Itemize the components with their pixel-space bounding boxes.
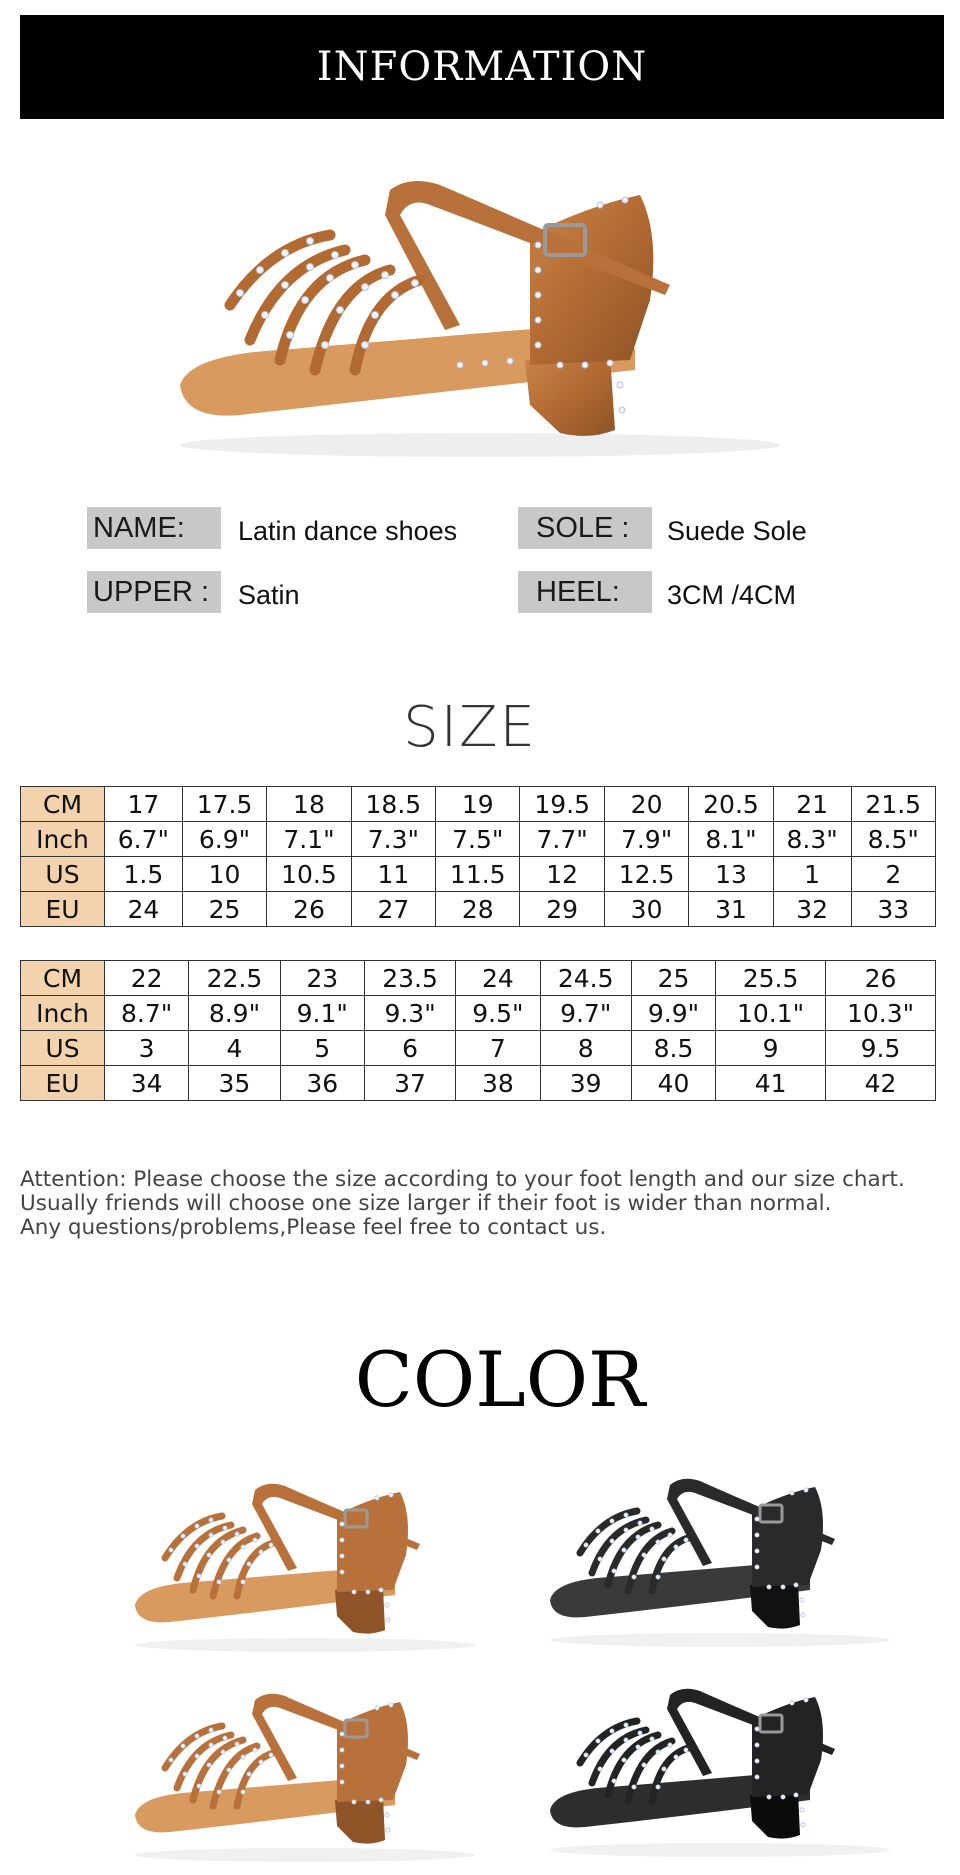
row-header: US — [21, 857, 105, 892]
rhinestone — [610, 1519, 614, 1523]
rhinestone — [366, 1800, 370, 1804]
size-section-title: SIZE — [403, 695, 537, 760]
table-cell: 1.5 — [105, 857, 183, 892]
size-table-1 — [20, 786, 936, 927]
size-table-2 — [20, 960, 936, 1101]
rhinestone — [247, 1562, 251, 1566]
table-row — [21, 1066, 936, 1101]
table-row — [21, 1031, 936, 1066]
table-row — [21, 961, 936, 996]
rhinestone — [195, 1544, 199, 1548]
name-label: NAME: — [87, 507, 221, 549]
table-cell: 7.7" — [520, 822, 604, 857]
rhinestone — [638, 1731, 642, 1735]
rhinestone — [656, 1785, 660, 1789]
table-cell: 26 — [267, 892, 351, 927]
shoe-heel — [750, 1582, 800, 1629]
table-cell: 10.5 — [267, 857, 351, 892]
sole-label: SOLE : — [518, 507, 652, 549]
table-row — [21, 857, 936, 892]
table-row — [21, 892, 936, 927]
rhinestone — [197, 1574, 201, 1578]
table-cell: 7.1" — [267, 822, 351, 857]
rhinestone — [755, 1759, 759, 1763]
table-cell: 8.1" — [689, 822, 773, 857]
table-cell: 29 — [520, 892, 604, 927]
rhinestone — [656, 1575, 660, 1579]
table-row — [21, 787, 936, 822]
rhinestone — [340, 1764, 344, 1768]
table-cell: 33 — [851, 892, 935, 927]
heel-value: 3CM /4CM — [667, 580, 797, 610]
rhinestone — [755, 1743, 759, 1747]
rhinestone — [598, 1557, 602, 1561]
rhinestone — [352, 1590, 356, 1594]
rhinestone — [269, 1543, 273, 1547]
table-cell: 9.5" — [456, 996, 540, 1031]
rhinestone — [610, 1539, 614, 1543]
table-cell: 17.5 — [182, 787, 266, 822]
rhinestone — [767, 1795, 771, 1799]
table-cell: 4 — [189, 1031, 280, 1066]
rhinestone — [223, 1526, 227, 1530]
rhinestone — [790, 1701, 794, 1705]
table-cell: 25.5 — [716, 961, 826, 996]
table-cell: 9.5 — [826, 1031, 936, 1066]
table-cell: 6.7" — [105, 822, 183, 857]
table-cell: 8.9" — [189, 996, 280, 1031]
rhinestone — [610, 1729, 614, 1733]
rhinestone — [217, 1790, 221, 1794]
table-cell: 20.5 — [689, 787, 773, 822]
rhinestone — [755, 1727, 759, 1731]
rhinestone — [340, 1748, 344, 1752]
table-cell: 23.5 — [364, 961, 455, 996]
rhinestone — [804, 1488, 808, 1492]
table-cell: 24 — [105, 892, 183, 927]
rhinestone — [632, 1785, 636, 1789]
rhinestone — [801, 1823, 805, 1827]
rhinestone — [794, 1583, 798, 1587]
rhinestone — [195, 1754, 199, 1758]
table-cell: 11.5 — [436, 857, 520, 892]
rhinestone — [375, 1496, 379, 1500]
table-cell: 10 — [182, 857, 266, 892]
rhinestone — [584, 1543, 588, 1547]
rhinestone — [223, 1736, 227, 1740]
rhinestone — [235, 1742, 239, 1746]
rhinestone — [668, 1533, 672, 1537]
rhinestone — [227, 1558, 231, 1562]
row-header: CM — [21, 787, 105, 822]
rhinestone — [596, 1529, 600, 1533]
rhinestone — [209, 1728, 213, 1732]
rhinestone — [340, 1732, 344, 1736]
rhinestone — [195, 1524, 199, 1528]
rhinestone — [241, 1790, 245, 1794]
table-cell: 6 — [364, 1031, 455, 1066]
table-cell: 18 — [267, 787, 351, 822]
upper-value: Satin — [238, 580, 300, 610]
product-shoe-image — [160, 175, 800, 465]
rhinestone — [379, 1588, 383, 1592]
rhinestone — [801, 1613, 805, 1617]
rhinestone — [622, 1548, 626, 1552]
rhinestone — [241, 1545, 245, 1549]
table-cell: 11 — [351, 857, 435, 892]
table-cell: 34 — [105, 1066, 189, 1101]
row-header: Inch — [21, 996, 105, 1031]
rhinestone — [610, 1749, 614, 1753]
rhinestone — [352, 1800, 356, 1804]
shoe-shadow — [550, 1843, 890, 1857]
rhinestone — [241, 1755, 245, 1759]
table-cell: 10.3" — [826, 996, 936, 1031]
table-cell: 20 — [604, 787, 688, 822]
rhinestone — [650, 1527, 654, 1531]
table-cell: 8 — [540, 1031, 631, 1066]
attention-note — [20, 1168, 950, 1240]
table-row — [21, 996, 936, 1031]
rhinestone — [221, 1540, 225, 1544]
table-row — [21, 822, 936, 857]
rhinestone — [755, 1775, 759, 1779]
rhinestone — [624, 1528, 628, 1532]
table-cell: 30 — [604, 892, 688, 927]
attention-line: Attention: Please choose the size according to your foot length and our size chart. — [20, 1167, 905, 1192]
shoe-shadow — [550, 1633, 890, 1647]
table-cell: 12 — [520, 857, 604, 892]
rhinestone — [385, 1813, 389, 1817]
rhinestone — [612, 1779, 616, 1783]
rhinestone — [197, 1784, 201, 1788]
table-cell: 5 — [280, 1031, 364, 1066]
rhinestone — [767, 1585, 771, 1589]
rhinestone — [340, 1538, 344, 1542]
table-cell: 27 — [351, 892, 435, 927]
rhinestone — [642, 1763, 646, 1767]
upper-label: UPPER : — [87, 571, 221, 613]
rhinestone — [340, 1780, 344, 1784]
rhinestone — [366, 1590, 370, 1594]
rhinestone — [340, 1522, 344, 1526]
rhinestone — [183, 1772, 187, 1776]
rhinestone — [755, 1565, 759, 1569]
rhinestone — [612, 1569, 616, 1573]
rhinestone — [624, 1723, 628, 1727]
rhinestone — [662, 1557, 666, 1561]
row-header: EU — [21, 892, 105, 927]
color-section-title: COLOR — [354, 1335, 646, 1424]
table-cell: 9 — [716, 1031, 826, 1066]
rhinestone — [684, 1748, 688, 1752]
table-cell: 25 — [182, 892, 266, 927]
rhinestone — [235, 1532, 239, 1536]
table-cell: 21 — [773, 787, 851, 822]
table-cell: 7.3" — [351, 822, 435, 857]
table-cell: 9.9" — [631, 996, 715, 1031]
rhinestone — [389, 1493, 393, 1497]
table-cell: 9.3" — [364, 996, 455, 1031]
rhinestone — [209, 1518, 213, 1522]
table-cell: 38 — [456, 1066, 540, 1101]
rhinestone — [183, 1562, 187, 1566]
table-cell: 8.5" — [851, 822, 935, 857]
rhinestone — [340, 1554, 344, 1558]
name-value: Latin dance shoes — [238, 516, 458, 546]
table-cell: 19 — [436, 787, 520, 822]
rhinestone — [632, 1575, 636, 1579]
rhinestone — [656, 1750, 660, 1754]
rhinestone — [385, 1603, 389, 1607]
rhinestone — [181, 1744, 185, 1748]
table-cell: 25 — [631, 961, 715, 996]
rhinestone — [642, 1553, 646, 1557]
rhinestone — [650, 1737, 654, 1741]
color-variant-tan-1[interactable] — [125, 1480, 485, 1655]
rhinestone — [624, 1513, 628, 1517]
rhinestone — [596, 1739, 600, 1743]
row-header: CM — [21, 961, 105, 996]
table-cell: 8.5 — [631, 1031, 715, 1066]
table-cell: 7.5" — [436, 822, 520, 857]
table-cell: 40 — [631, 1066, 715, 1101]
table-cell: 23 — [280, 961, 364, 996]
rhinestone — [181, 1534, 185, 1538]
rhinestone — [375, 1706, 379, 1710]
rhinestone — [755, 1517, 759, 1521]
rhinestone — [195, 1734, 199, 1738]
table-cell: 1 — [773, 857, 851, 892]
rhinestone — [636, 1745, 640, 1749]
rhinestone — [800, 1598, 804, 1602]
rhinestone — [790, 1491, 794, 1495]
rhinestone — [227, 1768, 231, 1772]
color-variant-black-1[interactable] — [540, 1475, 900, 1650]
rhinestone — [386, 1618, 390, 1622]
row-header: EU — [21, 1066, 105, 1101]
rhinestone — [207, 1553, 211, 1557]
table-cell: 9.1" — [280, 996, 364, 1031]
rhinestone — [259, 1550, 263, 1554]
rhinestone — [656, 1540, 660, 1544]
table-cell: 2 — [851, 857, 935, 892]
rhinestone — [781, 1795, 785, 1799]
rhinestone — [584, 1753, 588, 1757]
rhinestone — [624, 1738, 628, 1742]
table-cell: 24.5 — [540, 961, 631, 996]
heel-label: HEEL: — [518, 571, 652, 613]
row-header: Inch — [21, 822, 105, 857]
table-cell: 31 — [689, 892, 773, 927]
rhinestone — [674, 1545, 678, 1549]
table-cell: 37 — [364, 1066, 455, 1101]
table-cell: 6.9" — [182, 822, 266, 857]
shoe-heel — [335, 1587, 385, 1634]
table-cell: 10.1" — [716, 996, 826, 1031]
rhinestone — [269, 1753, 273, 1757]
rhinestone — [209, 1533, 213, 1537]
table-cell: 36 — [280, 1066, 364, 1101]
rhinestone — [340, 1570, 344, 1574]
rhinestone — [169, 1548, 173, 1552]
table-cell: 7.9" — [604, 822, 688, 857]
rhinestone — [755, 1549, 759, 1553]
row-header: US — [21, 1031, 105, 1066]
rhinestone — [638, 1521, 642, 1525]
table-cell: 41 — [716, 1066, 826, 1101]
shoe-shadow — [135, 1638, 475, 1652]
table-cell: 17 — [105, 787, 183, 822]
rhinestone — [221, 1750, 225, 1754]
rhinestone — [800, 1808, 804, 1812]
rhinestone — [253, 1538, 257, 1542]
attention-line: Any questions/problems,Please feel free to contact us. — [20, 1215, 607, 1240]
table-cell: 18.5 — [351, 787, 435, 822]
table-cell: 3 — [105, 1031, 189, 1066]
table-cell: 39 — [540, 1066, 631, 1101]
table-cell: 26 — [826, 961, 936, 996]
rhinestone — [209, 1743, 213, 1747]
rhinestone — [241, 1580, 245, 1584]
table-cell: 13 — [689, 857, 773, 892]
attention-line: Usually friends will choose one size larger if their foot is wider than normal. — [20, 1191, 832, 1216]
rhinestone — [169, 1758, 173, 1762]
rhinestone — [253, 1748, 257, 1752]
table-cell: 24 — [456, 961, 540, 996]
color-variant-tan-2[interactable] — [125, 1690, 485, 1865]
rhinestone — [259, 1760, 263, 1764]
table-cell: 9.7" — [540, 996, 631, 1031]
table-cell: 28 — [436, 892, 520, 927]
sole-value: Suede Sole — [667, 516, 807, 546]
table-cell: 42 — [826, 1066, 936, 1101]
table-cell: 12.5 — [604, 857, 688, 892]
rhinestone — [247, 1772, 251, 1776]
rhinestone — [207, 1763, 211, 1767]
color-variant-black-2[interactable] — [540, 1685, 900, 1860]
information-banner — [20, 15, 944, 119]
table-cell: 8.7" — [105, 996, 189, 1031]
table-cell: 7 — [456, 1031, 540, 1066]
banner-title: INFORMATION — [316, 44, 648, 90]
rhinestone — [684, 1538, 688, 1542]
rhinestone — [386, 1828, 390, 1832]
table-cell: 8.3" — [773, 822, 851, 857]
rhinestone — [217, 1580, 221, 1584]
rhinestone — [668, 1743, 672, 1747]
rhinestone — [755, 1533, 759, 1537]
shoe-heel — [750, 1792, 800, 1839]
rhinestone — [389, 1703, 393, 1707]
rhinestone — [794, 1793, 798, 1797]
rhinestone — [598, 1767, 602, 1771]
shoe-shadow — [135, 1848, 475, 1862]
table-cell: 22 — [105, 961, 189, 996]
rhinestone — [636, 1535, 640, 1539]
table-cell: 19.5 — [520, 787, 604, 822]
rhinestone — [781, 1585, 785, 1589]
rhinestone — [379, 1798, 383, 1802]
table-cell: 32 — [773, 892, 851, 927]
table-cell: 21.5 — [851, 787, 935, 822]
rhinestone — [674, 1755, 678, 1759]
table-cell: 35 — [189, 1066, 280, 1101]
rhinestone — [804, 1698, 808, 1702]
rhinestone — [622, 1758, 626, 1762]
rhinestone — [662, 1767, 666, 1771]
table-cell: 22.5 — [189, 961, 280, 996]
shoe-heel — [335, 1797, 385, 1844]
